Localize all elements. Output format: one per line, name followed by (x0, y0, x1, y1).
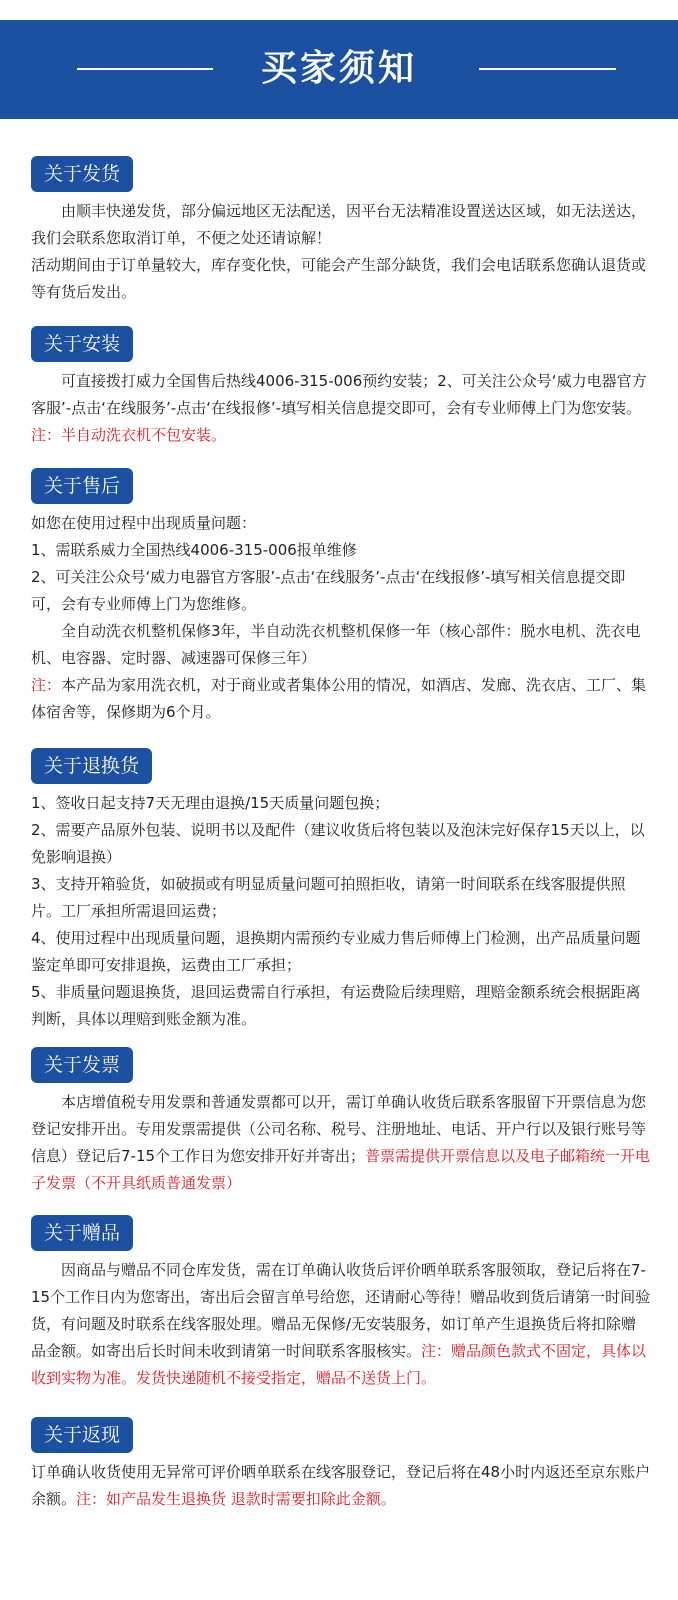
section-body-installation (31, 368, 651, 449)
section-cashback (31, 1417, 651, 1513)
section-body-cashback (31, 1459, 651, 1513)
cashback-note: 注：如产品发生退换货 退款时需要扣除此金额。 (76, 1490, 396, 1508)
gifts-note: 注：赠品颜色款式不固定，具体以收到实物为准。发货快递随机不接受指定，赠品不送货上门。 (31, 1342, 647, 1387)
returns-item: 5、非质量问题退换货，退回运费需自行承担，有运费险后续理赔，理赔金额系统会根据距离判断，具体以理赔到账金额为准。 (31, 983, 641, 1028)
section-tag-gifts: 关于赠品 (31, 1215, 133, 1251)
installation-note: 注：半自动洗衣机不包安装。 (31, 426, 227, 444)
after-sales-note-paragraph (31, 672, 651, 726)
returns-item: 1、签收日起支持7天无理由退换/15天质量问题包换； (31, 794, 390, 812)
invoice-note: 普票需提供开票信息以及电子邮箱统一开电子发票（不开具纸质普通发票） (31, 1147, 651, 1192)
after-sales-line-3: 2、可关注公众号‘威力电器官方客服’-点击‘在线服务’-点击‘在线报修’-填写相关信息提交即可，会有专业师傅上门为您维修。 (31, 568, 626, 613)
section-invoice (31, 1047, 651, 1197)
gifts-paragraph (31, 1257, 651, 1392)
section-body-returns (31, 790, 651, 1033)
section-tag-installation: 关于安装 (31, 326, 133, 362)
section-gifts (31, 1215, 651, 1392)
section-tag-after-sales: 关于售后 (31, 468, 133, 504)
section-after-sales (31, 468, 651, 726)
installation-text: 可直接拨打威力全国售后热线4006-315-006预约安装；2、可关注公众号‘威力电器官方客服’-点击‘在线服务’-点击‘在线报修’-填写相关信息提交即可，会有专业师傅上门为您安装。 (31, 372, 647, 417)
invoice-paragraph (31, 1089, 651, 1197)
invoice-text: 本店增值税专用发票和普通发票都可以开，需订单确认收货后联系客服留下开票信息为您登记安排开出。专用发票需提供（公司名称、税号、注册地址、电话、开户行以及银行账号等信息）登记后7-15个工作日为您安排开好并寄出； (31, 1093, 647, 1165)
section-body-gifts (31, 1257, 651, 1392)
header-banner (0, 20, 678, 119)
section-delivery (31, 156, 651, 306)
returns-item: 4、使用过程中出现质量问题，退换期内需预约专业威力售后师傅上门检测，出产品质量问题鉴定单即可安排退换，运费由工厂承担； (31, 929, 641, 974)
returns-item: 2、需要产品原外包装、说明书以及配件（建议收货后将包装以及泡沫完好保存15天以上，以免影响退换） (31, 821, 645, 866)
after-sales-line-1: 如您在使用过程中出现质量问题： (31, 514, 257, 532)
gifts-text: 因商品与赠品不同仓库发货，需在订单确认收货后评价晒单联系客服领取，登记后将在7-15个工作日内为您寄出，寄出后会留言单号给您，还请耐心等待！赠品收到货后请第一时间验货，有问题及时联系在线客服处理。赠品无保修/无安装服务，如订单产生退换货后将扣除赠品金额。如寄出后长时间未收到请第一时间联系客服核实。 (31, 1261, 651, 1360)
cashback-paragraph (31, 1459, 651, 1513)
delivery-paragraph-1: 由顺丰快递发货，部分偏远地区无法配送，因平台无法精准设置送达区域，如无法送达，我们会联系您取消订单，不便之处还请谅解！ (31, 202, 647, 247)
page-title: 买家须知 (260, 48, 417, 89)
installation-paragraph (31, 368, 651, 449)
section-tag-cashback: 关于返现 (31, 1417, 133, 1453)
section-tag-invoice: 关于发票 (31, 1047, 133, 1083)
section-body-invoice (31, 1089, 651, 1197)
header-right-rule (479, 68, 616, 70)
after-sales-warranty: 全自动洗衣机整机保修3年，半自动洗衣机整机保修一年（核心部件：脱水电机、洗衣电机、电容器、定时器、减速器可保修三年） (31, 622, 641, 667)
delivery-paragraph-2: 活动期间由于订单量较大，库存变化快，可能会产生部分缺货，我们会电话联系您确认退货或等有货后发出。 (31, 256, 647, 301)
after-sales-note-text: 本产品为家用洗衣机，对于商业或者集体公用的情况，如酒店、发廊、洗衣店、工厂、集体宿舍等，保修期为6个月。 (31, 676, 647, 721)
section-tag-returns: 关于退换货 (31, 748, 152, 784)
section-body-after-sales (31, 510, 651, 726)
section-tag-delivery: 关于发货 (31, 156, 133, 192)
returns-item: 3、支持开箱验货，如破损或有明显质量问题可拍照拒收，请第一时间联系在线客服提供照片。工厂承担所需退回运费； (31, 875, 626, 920)
section-returns (31, 748, 651, 1033)
after-sales-line-2: 1、需联系威力全国热线4006-315-006报单维修 (31, 541, 357, 559)
section-installation (31, 326, 651, 449)
cashback-text: 订单确认收货使用无异常可评价晒单联系在线客服登记，登记后将在48小时内返还至京东账户余额。 (31, 1463, 651, 1508)
section-body-delivery (31, 198, 651, 306)
after-sales-note-label: 注： (31, 676, 62, 694)
